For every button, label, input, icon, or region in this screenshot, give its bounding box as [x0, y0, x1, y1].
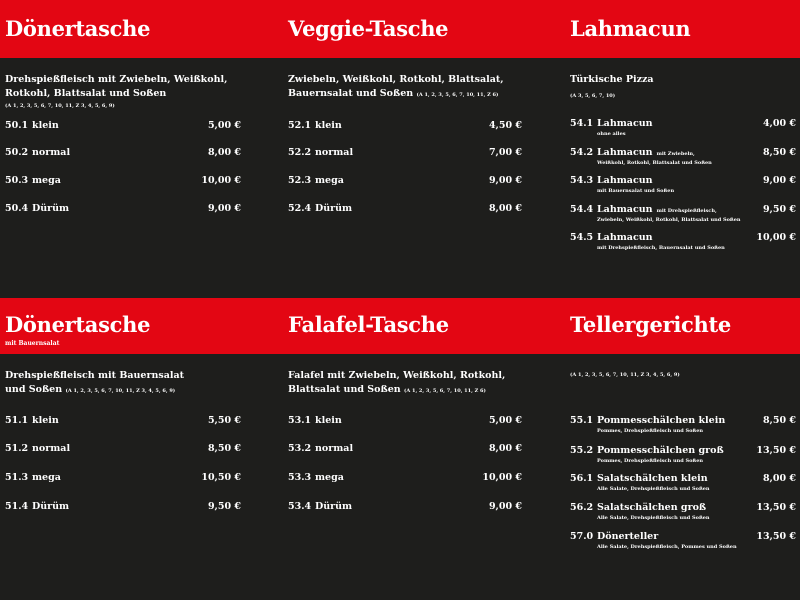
item-number: 51.4: [5, 501, 29, 512]
item-number: 52.2: [288, 147, 312, 158]
section-title: Tellergerichte: [570, 312, 731, 337]
item-number: 50.3: [5, 175, 29, 186]
item-name: Lahmacun mit Drehspießfleisch,: [597, 204, 717, 215]
menu-item-row: [288, 501, 522, 515]
item-name: normal: [315, 147, 354, 158]
menu-item-row: [288, 415, 522, 429]
allergen-codes: (A 1, 2, 3, 5, 6, 7, 10, 11, Z 3, 4, 5, 6, 9): [570, 372, 680, 378]
item-name: klein: [315, 120, 342, 131]
item-number: 51.3: [5, 472, 29, 483]
item-number: 57.0: [570, 531, 594, 542]
item-name: Lahmacun: [597, 232, 653, 243]
item-name: Dürüm: [315, 501, 353, 512]
section-description: Drehspießfleisch mit Zwiebeln, Weißkohl, Rotkohl, Blattsalat und Soßen: [5, 74, 228, 99]
menu-item-row: [5, 415, 241, 429]
item-number: 53.2: [288, 443, 312, 454]
menu-item-row: [288, 147, 522, 161]
item-price: 9,50 €: [207, 501, 241, 512]
item-number: 52.3: [288, 175, 312, 186]
item-number: 54.3: [570, 175, 594, 186]
menu-item-row: [570, 147, 796, 166]
item-name: Lahmacun: [597, 118, 653, 129]
section-description: Zwiebeln, Weißkohl, Rotkohl, Blattsalat, Bauernsalat und Soßen (A 1, 2, 3, 5, 6, 7, 10, 11, Z 6): [288, 74, 504, 99]
allergen-codes: (A 1, 2, 3, 5, 6, 7, 10, 11, Z 3, 4, 5, 6, 9): [5, 103, 115, 109]
item-price: 8,00 €: [488, 203, 522, 214]
item-number: 54.4: [570, 204, 594, 215]
section-title: Veggie-Tasche: [288, 16, 449, 41]
item-price: 9,50 €: [762, 204, 796, 215]
item-name: klein: [32, 120, 59, 131]
allergen-codes: (A 1, 2, 3, 5, 6, 7, 10, 11, Z 6): [403, 388, 486, 394]
item-name: mega: [315, 175, 344, 186]
item-number: 50.2: [5, 147, 29, 158]
menu-item-row: [570, 204, 796, 223]
section-description: Falafel mit Zwiebeln, Weißkohl, Rotkohl, Blattsalat und Soßen (A 1, 2, 3, 5, 6, 7, 10, 11, Z 6): [288, 370, 506, 395]
menu-item-row: [570, 531, 796, 550]
section-subtitle: mit Bauernsalat: [5, 340, 60, 347]
item-name: Dürüm: [32, 203, 70, 214]
item-name: Pommesschälchen klein: [597, 415, 726, 426]
item-price: 10,00 €: [482, 472, 522, 483]
item-number: 51.2: [5, 443, 29, 454]
item-number: 54.2: [570, 147, 594, 158]
item-price: 4,00 €: [762, 118, 796, 129]
item-price: 9,00 €: [207, 203, 241, 214]
item-name: mega: [32, 472, 61, 483]
item-name: Dönerteller: [597, 531, 659, 542]
item-price: 5,00 €: [488, 415, 522, 426]
section-description: Türkische Pizza: [570, 74, 654, 85]
item-number: 53.4: [288, 501, 312, 512]
item-note: mit Drehspießfleisch, Bauernsalat und Soßen: [597, 245, 725, 251]
allergen-codes: (A 3, 5, 6, 7, 10): [570, 93, 616, 99]
menu-item-row: [570, 415, 796, 434]
item-name: normal: [32, 147, 71, 158]
item-number: 52.1: [288, 120, 312, 131]
menu-item-row: [570, 445, 796, 464]
item-name: Lahmacun mit Zwiebeln,: [597, 147, 695, 158]
item-note: Alle Salate, Drehspießfleisch, Pommes und Soßen: [597, 544, 737, 550]
item-price: 10,00 €: [756, 232, 796, 243]
menu-item-row: [5, 175, 241, 189]
item-number: 50.1: [5, 120, 29, 131]
item-note: Pommes, Drehspießfleisch und Soßen: [597, 428, 704, 434]
item-price: 13,50 €: [756, 531, 796, 542]
menu-item-row: [288, 175, 522, 189]
item-name: Pommesschälchen groß: [597, 445, 724, 456]
item-inline-note: mit Drehspießfleisch,: [656, 208, 717, 214]
item-name: klein: [315, 415, 342, 426]
menu-item-row: [5, 203, 241, 217]
item-price: 5,00 €: [207, 120, 241, 131]
item-number: 53.3: [288, 472, 312, 483]
item-number: 51.1: [5, 415, 29, 426]
menu-item-row: [288, 472, 522, 486]
item-price: 13,50 €: [756, 445, 796, 456]
menu-item-row: [570, 473, 796, 492]
item-price: 8,00 €: [207, 147, 241, 158]
menu-item-row: [5, 147, 241, 161]
menu-item-row: [570, 175, 796, 194]
item-price: 9,00 €: [488, 175, 522, 186]
item-note: Zwiebeln, Weißkohl, Rotkohl, Blattsalat und Soßen: [597, 217, 741, 223]
menu-item-row: [570, 502, 796, 521]
item-price: 9,00 €: [762, 175, 796, 186]
item-name: Dürüm: [315, 203, 353, 214]
item-inline-note: mit Zwiebeln,: [656, 151, 695, 157]
menu-item-row: [288, 443, 522, 457]
item-note: mit Bauernsalat und Soßen: [597, 188, 675, 194]
item-number: 56.2: [570, 502, 594, 513]
item-number: 55.1: [570, 415, 594, 426]
item-name: normal: [32, 443, 71, 454]
section-description: Drehspießfleisch mit Bauernsalat und Soßen (A 1, 2, 3, 5, 6, 7, 10, 11, Z 3, 4, 5, 6, 9): [5, 370, 185, 395]
item-number: 50.4: [5, 203, 29, 214]
item-number: 54.1: [570, 118, 594, 129]
menu-item-row: [5, 443, 241, 457]
item-name: normal: [315, 443, 354, 454]
item-note: Weißkohl, Rotkohl, Blattsalat und Soßen: [597, 160, 712, 166]
item-note: ohne alles: [597, 131, 626, 137]
menu-item-row: [288, 120, 522, 134]
item-price: 8,50 €: [207, 443, 241, 454]
item-number: 52.4: [288, 203, 312, 214]
item-name: Dürüm: [32, 501, 70, 512]
item-number: 56.1: [570, 473, 594, 484]
item-price: 8,50 €: [762, 147, 796, 158]
menu-item-row: [570, 232, 796, 251]
allergen-codes: (A 1, 2, 3, 5, 6, 7, 10, 11, Z 6): [416, 92, 499, 98]
item-name: Lahmacun: [597, 175, 653, 186]
item-note: Pommes, Drehspießfleisch und Soßen: [597, 458, 704, 464]
item-name: mega: [32, 175, 61, 186]
item-price: 4,50 €: [488, 120, 522, 131]
item-note: Alle Salate, Drehspießfleisch und Soßen: [597, 486, 710, 492]
menu-item-row: [5, 472, 241, 486]
section-title: Dönertasche: [5, 16, 151, 41]
item-number: 53.1: [288, 415, 312, 426]
section-title: Dönertasche: [5, 312, 151, 337]
item-price: 5,50 €: [207, 415, 241, 426]
item-name: Salatschälchen klein: [597, 473, 708, 484]
item-price: 8,00 €: [488, 443, 522, 454]
item-price: 8,00 €: [762, 473, 796, 484]
menu-item-row: [288, 203, 522, 217]
menu-item-row: [5, 501, 241, 515]
allergen-codes: (A 1, 2, 3, 5, 6, 7, 10, 11, Z 3, 4, 5, 6, 9): [65, 388, 176, 394]
item-price: 10,00 €: [201, 175, 241, 186]
item-price: 13,50 €: [756, 502, 796, 513]
item-price: 7,00 €: [488, 147, 522, 158]
item-price: 9,00 €: [488, 501, 522, 512]
item-number: 54.5: [570, 232, 594, 243]
item-price: 10,50 €: [201, 472, 241, 483]
item-note: Alle Salate, Drehspießfleisch und Soßen: [597, 515, 710, 521]
item-name: klein: [32, 415, 59, 426]
menu-item-row: [570, 118, 796, 137]
item-name: mega: [315, 472, 344, 483]
section-title: Lahmacun: [570, 16, 691, 41]
section-title: Falafel-Tasche: [288, 312, 449, 337]
item-number: 55.2: [570, 445, 594, 456]
item-name: Salatschälchen groß: [597, 502, 707, 513]
menu-item-row: [5, 120, 241, 134]
item-price: 8,50 €: [762, 415, 796, 426]
